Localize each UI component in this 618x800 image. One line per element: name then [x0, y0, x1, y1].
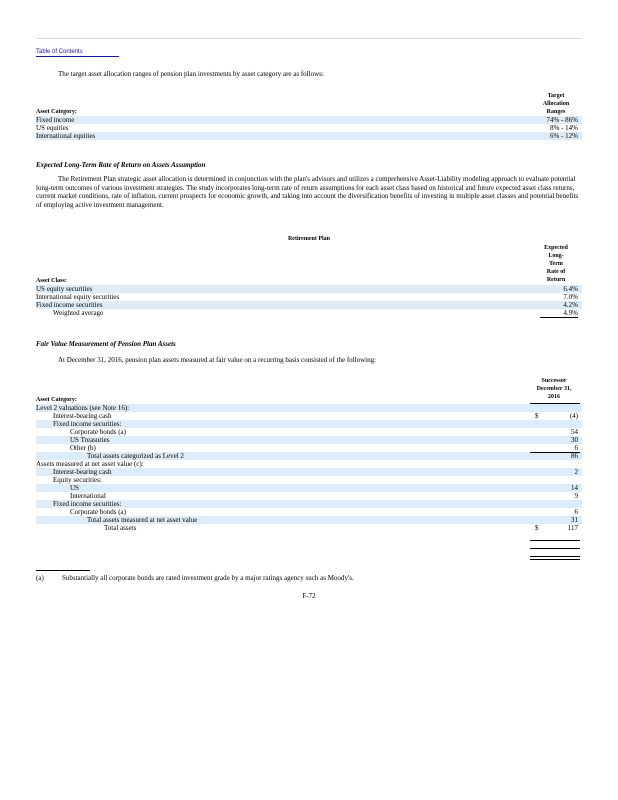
table-row [36, 508, 582, 516]
table-row [36, 285, 582, 293]
fv-row-value: 86 [571, 452, 578, 460]
return-paragraph: The Retirement Plan strategic asset allocation is determined in conjunction with the plan's advisors and utilizes a comprehensive Asset-Liability modeling approach to evaluate potential long-term outcomes of various investment strategies. The study incorporates long-term rate of return assumptions for each asset class based on historical and future expected asset class returns, current market conditions, rate of inflation, current prospects for economic growth, and taking into account the diversification benefits of investing in multiple asset classes and potential benefits of employing active investment management. [36, 175, 579, 209]
table-row [36, 116, 582, 124]
fv-row-label: Fixed income securities: [53, 500, 122, 508]
table-row [36, 476, 582, 484]
fair-value-table [36, 396, 582, 532]
total-double-rule [530, 556, 580, 560]
allocation-row-label: Fixed income [36, 116, 75, 124]
allocation-category-label: Asset Category: [36, 109, 77, 115]
fv-row-currency: $ [535, 412, 539, 420]
return-row-value: 4.2% [563, 301, 578, 309]
fv-row-value: 30 [571, 436, 578, 444]
table-row [36, 293, 582, 301]
level2-subtotal-rule [530, 452, 580, 453]
table-row [36, 460, 582, 468]
return-heading: Expected Long-Term Rate of Return on Assets Assumption [36, 161, 206, 169]
fv-row-label: Assets measured at net asset value (c): [36, 460, 144, 468]
table-row [36, 132, 582, 140]
table-row [36, 301, 582, 309]
fv-row-label: Other (b) [70, 444, 96, 452]
fv-row-value: 54 [571, 428, 578, 436]
fv-row-label: Corporate bonds (a) [70, 428, 126, 436]
fv-row-label: Fixed income securities: [53, 420, 122, 428]
fv-row-value: 2 [574, 468, 578, 476]
fv-row-label: US [70, 484, 79, 492]
table-of-contents-link[interactable]: Table of Contents [36, 49, 119, 57]
table-row [36, 428, 582, 436]
return-header-line-1: Expected [544, 245, 568, 251]
fv-row-label: Level 2 valuations (see Note 16): [36, 404, 130, 412]
allocation-category-row [36, 108, 582, 116]
fv-row-label: Equity securities: [53, 476, 102, 484]
fair-value-header-line-2: December 31, [536, 386, 572, 392]
fv-row-label: Total assets measured at net asset value [87, 516, 198, 524]
fv-row-label: Total assets [104, 524, 137, 532]
table-row [36, 404, 582, 412]
return-header-line-2: Long- [548, 253, 564, 259]
weighted-average-row [36, 309, 582, 317]
allocation-intro: The target asset allocation ranges of pension plan investments by asset category are as follows: [58, 70, 324, 78]
fair-value-intro: At December 31, 2016, pension plan assets measured at fair value on a recurring basis consisted of the following: [58, 356, 377, 364]
fv-row-label: Interest-bearing cash [53, 468, 112, 476]
return-row-label: International equity securities [36, 293, 120, 301]
fv-row-value: 9 [574, 492, 578, 500]
fair-value-category-label: Asset Category: [36, 397, 77, 403]
total-top-rule [530, 548, 580, 549]
table-row [36, 484, 582, 492]
table-row [36, 444, 582, 452]
return-class-row [36, 277, 582, 285]
fv-row-label: US Treasuries [70, 436, 110, 444]
return-table [36, 277, 582, 317]
fair-value-category-row [36, 396, 582, 404]
page-number: F-72 [302, 592, 316, 600]
top-divider [36, 38, 582, 39]
fair-value-header-line-1: Successor [541, 378, 567, 384]
return-row-value: 7.0% [563, 293, 578, 301]
fv-row-value: (4) [569, 412, 578, 420]
allocation-header-line-3: Ranges [546, 109, 566, 115]
fv-row-value: 6 [574, 508, 578, 516]
table-row [36, 516, 582, 524]
fv-row-currency: $ [535, 524, 539, 532]
table-row [36, 436, 582, 444]
table-row [36, 452, 582, 460]
allocation-header-line-1: Target [547, 93, 565, 99]
footnote [36, 574, 354, 582]
fv-row-value: 6 [574, 444, 578, 452]
table-row [36, 412, 582, 420]
return-row-value: 6.4% [563, 285, 578, 293]
table-row [36, 524, 582, 532]
table-row [36, 492, 582, 500]
allocation-row-value: 6% - 12% [550, 132, 578, 140]
weighted-average-value: 4.9% [563, 309, 578, 317]
return-header-line-5: Return [546, 277, 566, 283]
fv-row-value: 117 [567, 524, 578, 532]
return-class-label: Asset Class: [36, 278, 67, 284]
return-header-line-3: Term [549, 261, 563, 267]
footnote-text: Substantially all corporate bonds are rated investment grade by a major ratings agency such as Moody's. [62, 574, 354, 582]
fv-row-label: International [70, 492, 106, 500]
fair-value-header-line-3: 2016 [548, 394, 560, 400]
fair-value-heading: Fair Value Measurement of Pension Plan Assets [36, 340, 176, 348]
fv-row-label: Corporate bonds (a) [70, 508, 126, 516]
table-row [36, 468, 582, 476]
allocation-row-label: International equities [36, 132, 96, 140]
footnote-divider [36, 570, 90, 571]
fv-row-label: Interest-bearing cash [53, 412, 112, 420]
footnote-mark: (a) [36, 574, 44, 582]
table-row [36, 420, 582, 428]
return-header-line-4: Rate of [546, 269, 566, 275]
table-row [36, 124, 582, 132]
fv-row-label: Total assets categorized as Level 2 [87, 452, 184, 460]
allocation-table [36, 108, 582, 140]
allocation-row-value: 74% - 86% [546, 116, 578, 124]
return-row-label: US equity securities [36, 285, 93, 293]
allocation-row-label: US equities [36, 124, 69, 132]
weighted-average-label: Weighted average [53, 309, 104, 317]
allocation-header-line-2: Allocation [542, 101, 570, 107]
fv-row-value: 14 [571, 484, 578, 492]
fv-row-value: 31 [571, 516, 578, 524]
table-row [36, 500, 582, 508]
weighted-rule [540, 317, 578, 318]
allocation-row-value: 8% - 14% [550, 124, 578, 132]
retirement-plan-title: Retirement Plan [287, 236, 331, 242]
nav-subtotal-rule [530, 540, 580, 541]
return-row-label: Fixed income securities [36, 301, 103, 309]
